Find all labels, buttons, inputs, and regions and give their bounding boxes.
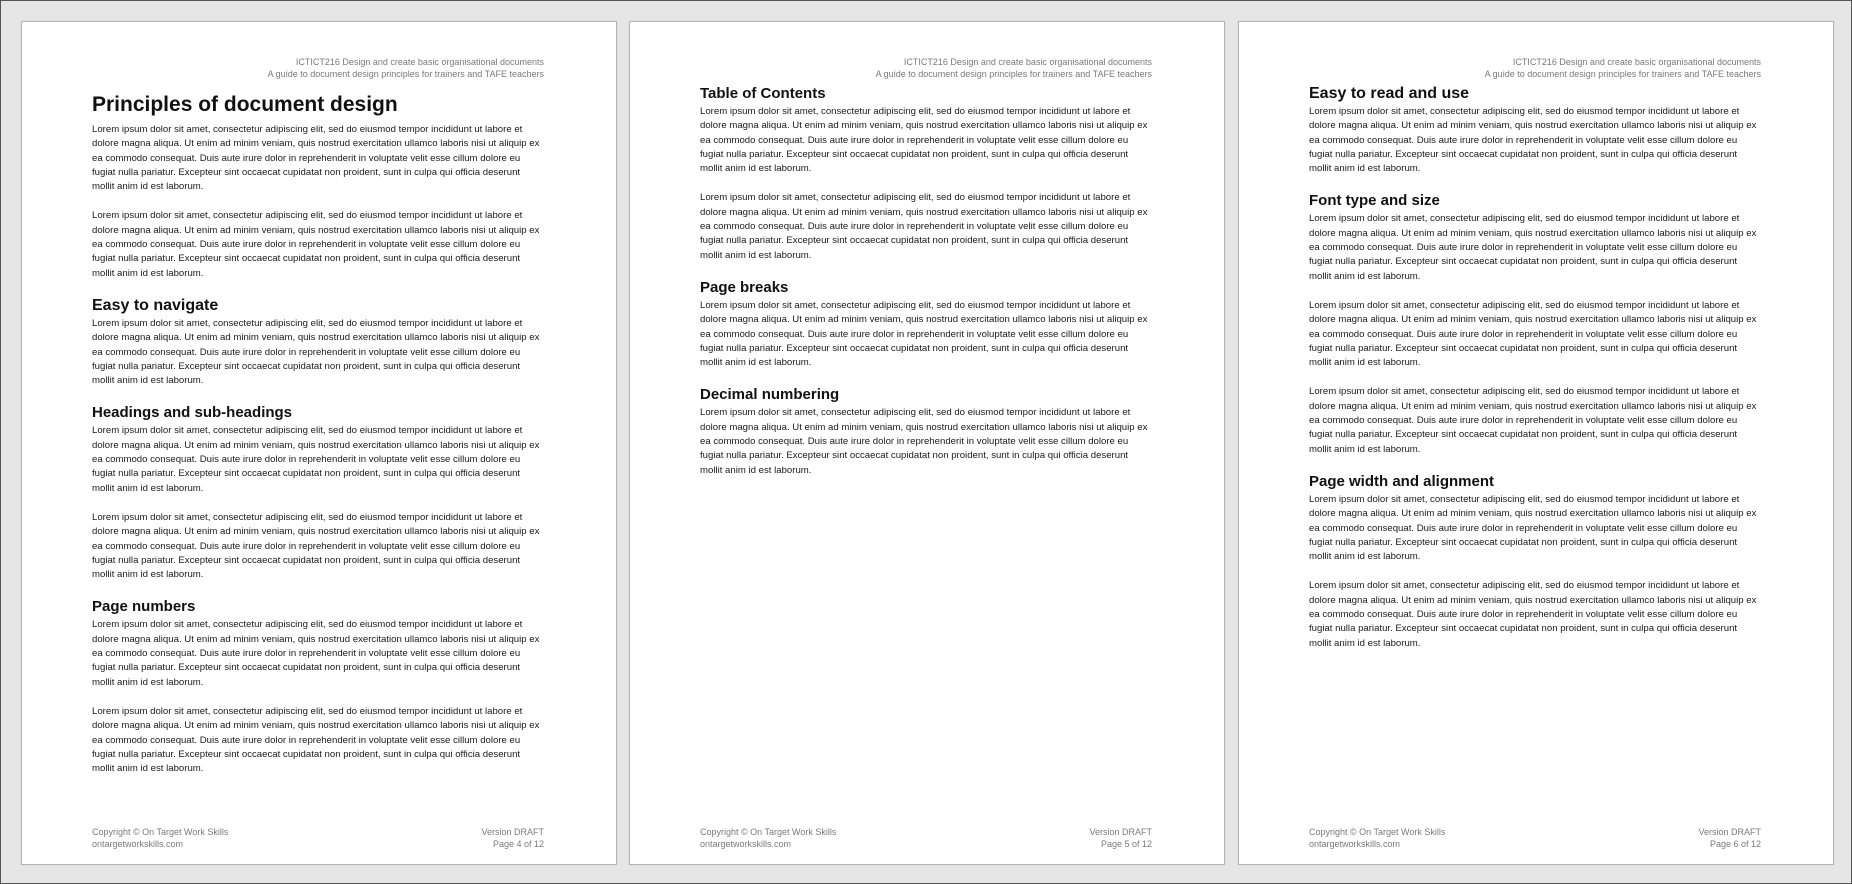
footer-version: Version DRAFT bbox=[1089, 827, 1152, 837]
footer-version: Version DRAFT bbox=[1698, 827, 1761, 837]
footer-copyright: Copyright © On Target Work Skills bbox=[700, 827, 837, 837]
header-line-1: ICTICT216 Design and create basic organisational documents bbox=[295, 57, 544, 67]
footer-version: Version DRAFT bbox=[481, 827, 544, 837]
body-paragraph: Lorem ipsum dolor sit amet, consectetur adipiscing elit, sed do eiusmod tempor incididunt ut labore et dolore magna aliqua. Ut enim ad minim veniam, quis nostrud exercitation ullamco laboris nisi ut aliquip ex ea commodo consequat. Duis aute irure dolor in reprehenderit in voluptate velit esse cillum dolore eu fugiat nulla pariatur. Excepteur sint occaecat cupidatat non proident, sunt in culpa qui officia deserunt mollit anim id est laborum. bbox=[92, 425, 540, 494]
footer-copyright: Copyright © On Target Work Skills bbox=[92, 827, 229, 837]
body-paragraph: Lorem ipsum dolor sit amet, consectetur adipiscing elit, sed do eiusmod tempor incididunt ut labore et dolore magna aliqua. Ut enim ad minim veniam, quis nostrud exercitation ullamco laboris nisi ut aliquip ex ea commodo consequat. Duis aute irure dolor in reprehenderit in voluptate velit esse cillum dolore eu fugiat nulla pariatur. Excepteur sint occaecat cupidatat non proident, sunt in culpa qui officia deserunt mollit anim id est laborum. bbox=[1309, 106, 1757, 175]
body-paragraph: Lorem ipsum dolor sit amet, consectetur adipiscing elit, sed do eiusmod tempor incididunt ut labore et dolore magna aliqua. Ut enim ad minim veniam, quis nostrud exercitation ullamco laboris nisi ut aliquip ex ea commodo consequat. Duis aute irure dolor in reprehenderit in voluptate velit esse cillum dolore eu fugiat nulla pariatur. Excepteur sint occaecat cupidatat non proident, sunt in culpa qui officia deserunt mollit anim id est laborum. bbox=[92, 619, 540, 688]
body-paragraph: Lorem ipsum dolor sit amet, consectetur adipiscing elit, sed do eiusmod tempor incididunt ut labore et dolore magna aliqua. Ut enim ad minim veniam, quis nostrud exercitation ullamco laboris nisi ut aliquip ex ea commodo consequat. Duis aute irure dolor in reprehenderit in voluptate velit esse cillum dolore eu fugiat nulla pariatur. Excepteur sint occaecat cupidatat non proident, sunt in culpa qui officia deserunt mollit anim id est laborum. bbox=[700, 192, 1148, 261]
footer-page-number: Page 5 of 12 bbox=[1100, 839, 1152, 849]
page-blocks bbox=[92, 92, 544, 776]
body-paragraph: Lorem ipsum dolor sit amet, consectetur adipiscing elit, sed do eiusmod tempor incididunt ut labore et dolore magna aliqua. Ut enim ad minim veniam, quis nostrud exercitation ullamco laboris nisi ut aliquip ex ea commodo consequat. Duis aute irure dolor in reprehenderit in voluptate velit esse cillum dolore eu fugiat nulla pariatur. Excepteur sint occaecat cupidatat non proident, sunt in culpa qui officia deserunt mollit anim id est laborum. bbox=[92, 210, 540, 279]
page-body bbox=[92, 56, 544, 849]
body-paragraph: Lorem ipsum dolor sit amet, consectetur adipiscing elit, sed do eiusmod tempor incididunt ut labore et dolore magna aliqua. Ut enim ad minim veniam, quis nostrud exercitation ullamco laboris nisi ut aliquip ex ea commodo consequat. Duis aute irure dolor in reprehenderit in voluptate velit esse cillum dolore eu fugiat nulla pariatur. Excepteur sint occaecat cupidatat non proident, sunt in culpa qui officia deserunt mollit anim id est laborum. bbox=[92, 705, 540, 775]
footer-copyright: Copyright © On Target Work Skills bbox=[1309, 827, 1446, 837]
body-paragraph: Lorem ipsum dolor sit amet, consectetur adipiscing elit, sed do eiusmod tempor incididunt ut labore et dolore magna aliqua. Ut enim ad minim veniam, quis nostrud exercitation ullamco laboris nisi ut aliquip ex ea commodo consequat. Duis aute irure dolor in reprehenderit in voluptate velit esse cillum dolore eu fugiat nulla pariatur. Excepteur sint occaecat cupidatat non proident, sunt in culpa qui officia deserunt mollit anim id est laborum. bbox=[700, 407, 1148, 476]
page-body bbox=[1309, 56, 1761, 849]
footer-website: ontargetworkskills.com bbox=[1309, 839, 1401, 849]
page-5[interactable] bbox=[629, 21, 1225, 865]
body-paragraph: Lorem ipsum dolor sit amet, consectetur adipiscing elit, sed do eiusmod tempor incididunt ut labore et dolore magna aliqua. Ut enim ad minim veniam, quis nostrud exercitation ullamco laboris nisi ut aliquip ex ea commodo consequat. Duis aute irure dolor in reprehenderit in voluptate velit esse cillum dolore eu fugiat nulla pariatur. Excepteur sint occaecat cupidatat non proident, sunt in culpa qui officia deserunt mollit anim id est laborum. bbox=[1309, 386, 1757, 455]
body-paragraph: Lorem ipsum dolor sit amet, consectetur adipiscing elit, sed do eiusmod tempor incididunt ut labore et dolore magna aliqua. Ut enim ad minim veniam, quis nostrud exercitation ullamco laboris nisi ut aliquip ex ea commodo consequat. Duis aute irure dolor in reprehenderit in voluptate velit esse cillum dolore eu fugiat nulla pariatur. Excepteur sint occaecat cupidatat non proident, sunt in culpa qui officia deserunt mollit anim id est laborum. bbox=[1309, 580, 1757, 649]
page-header bbox=[92, 56, 544, 82]
body-paragraph: Lorem ipsum dolor sit amet, consectetur adipiscing elit, sed do eiusmod tempor incididunt ut labore et dolore magna aliqua. Ut enim ad minim veniam, quis nostrud exercitation ullamco laboris nisi ut aliquip ex ea commodo consequat. Duis aute irure dolor in reprehenderit in voluptate velit esse cillum dolore eu fugiat nulla pariatur. Excepteur sint occaecat cupidatat non proident, sunt in culpa qui officia deserunt mollit anim id est laborum. bbox=[92, 317, 540, 387]
page-4[interactable] bbox=[21, 21, 617, 865]
page-6[interactable] bbox=[1238, 21, 1834, 865]
section-heading: Page width and alignment bbox=[1309, 472, 1495, 490]
section-heading: Decimal numbering bbox=[700, 386, 840, 404]
body-paragraph: Lorem ipsum dolor sit amet, consectetur adipiscing elit, sed do eiusmod tempor incididunt ut labore et dolore magna aliqua. Ut enim ad minim veniam, quis nostrud exercitation ullamco laboris nisi ut aliquip ex ea commodo consequat. Duis aute irure dolor in reprehenderit in voluptate velit esse cillum dolore eu fugiat nulla pariatur. Excepteur sint occaecat cupidatat non proident, sunt in culpa qui officia deserunt mollit anim id est laborum. bbox=[92, 124, 540, 193]
body-paragraph: Lorem ipsum dolor sit amet, consectetur adipiscing elit, sed do eiusmod tempor incididunt ut labore et dolore magna aliqua. Ut enim ad minim veniam, quis nostrud exercitation ullamco laboris nisi ut aliquip ex ea commodo consequat. Duis aute irure dolor in reprehenderit in voluptate velit esse cillum dolore eu fugiat nulla pariatur. Excepteur sint occaecat cupidatat non proident, sunt in culpa qui officia deserunt mollit anim id est laborum. bbox=[700, 106, 1148, 175]
section-heading: Headings and sub-headings bbox=[92, 404, 293, 422]
body-paragraph: Lorem ipsum dolor sit amet, consectetur adipiscing elit, sed do eiusmod tempor incididunt ut labore et dolore magna aliqua. Ut enim ad minim veniam, quis nostrud exercitation ullamco laboris nisi ut aliquip ex ea commodo consequat. Duis aute irure dolor in reprehenderit in voluptate velit esse cillum dolore eu fugiat nulla pariatur. Excepteur sint occaecat cupidatat non proident, sunt in culpa qui officia deserunt mollit anim id est laborum. bbox=[92, 511, 540, 581]
header-line-2: A guide to document design principles for trainers and TAFE teachers bbox=[1484, 69, 1761, 79]
page-blocks bbox=[1309, 84, 1761, 651]
section-heading: Page breaks bbox=[700, 278, 789, 296]
header-line-1: ICTICT216 Design and create basic organisational documents bbox=[903, 57, 1152, 67]
header-line-2: A guide to document design principles for trainers and TAFE teachers bbox=[875, 69, 1152, 79]
body-paragraph: Lorem ipsum dolor sit amet, consectetur adipiscing elit, sed do eiusmod tempor incididunt ut labore et dolore magna aliqua. Ut enim ad minim veniam, quis nostrud exercitation ullamco laboris nisi ut aliquip ex ea commodo consequat. Duis aute irure dolor in reprehenderit in voluptate velit esse cillum dolore eu fugiat nulla pariatur. Excepteur sint occaecat cupidatat non proident, sunt in culpa qui officia deserunt mollit anim id est laborum. bbox=[1309, 493, 1757, 563]
footer-website: ontargetworkskills.com bbox=[700, 839, 792, 849]
body-paragraph: Lorem ipsum dolor sit amet, consectetur adipiscing elit, sed do eiusmod tempor incididunt ut labore et dolore magna aliqua. Ut enim ad minim veniam, quis nostrud exercitation ullamco laboris nisi ut aliquip ex ea commodo consequat. Duis aute irure dolor in reprehenderit in voluptate velit esse cillum dolore eu fugiat nulla pariatur. Excepteur sint occaecat cupidatat non proident, sunt in culpa qui officia deserunt mollit anim id est laborum. bbox=[1309, 299, 1757, 369]
footer-page-number: Page 6 of 12 bbox=[1709, 839, 1761, 849]
body-paragraph: Lorem ipsum dolor sit amet, consectetur adipiscing elit, sed do eiusmod tempor incididunt ut labore et dolore magna aliqua. Ut enim ad minim veniam, quis nostrud exercitation ullamco laboris nisi ut aliquip ex ea commodo consequat. Duis aute irure dolor in reprehenderit in voluptate velit esse cillum dolore eu fugiat nulla pariatur. Excepteur sint occaecat cupidatat non proident, sunt in culpa qui officia deserunt mollit anim id est laborum. bbox=[1309, 213, 1757, 282]
section-heading: Table of Contents bbox=[700, 85, 826, 102]
page-header bbox=[700, 56, 1152, 82]
section-heading: Easy to navigate bbox=[92, 296, 219, 314]
section-heading: Page numbers bbox=[92, 598, 196, 616]
body-paragraph: Lorem ipsum dolor sit amet, consectetur adipiscing elit, sed do eiusmod tempor incididunt ut labore et dolore magna aliqua. Ut enim ad minim veniam, quis nostrud exercitation ullamco laboris nisi ut aliquip ex ea commodo consequat. Duis aute irure dolor in reprehenderit in voluptate velit esse cillum dolore eu fugiat nulla pariatur. Excepteur sint occaecat cupidatat non proident, sunt in culpa qui officia deserunt mollit anim id est laborum. bbox=[700, 299, 1148, 369]
footer-website: ontargetworkskills.com bbox=[92, 839, 184, 849]
footer-page-number: Page 4 of 12 bbox=[492, 839, 544, 849]
page-body bbox=[700, 56, 1152, 849]
page-header bbox=[1309, 56, 1761, 82]
header-line-2: A guide to document design principles for trainers and TAFE teachers bbox=[267, 69, 544, 79]
section-heading: Easy to read and use bbox=[1309, 85, 1470, 102]
header-line-1: ICTICT216 Design and create basic organisational documents bbox=[1512, 57, 1761, 67]
section-heading: Font type and size bbox=[1309, 192, 1440, 210]
page-title: Principles of document design bbox=[92, 93, 398, 116]
page-blocks bbox=[700, 84, 1152, 478]
